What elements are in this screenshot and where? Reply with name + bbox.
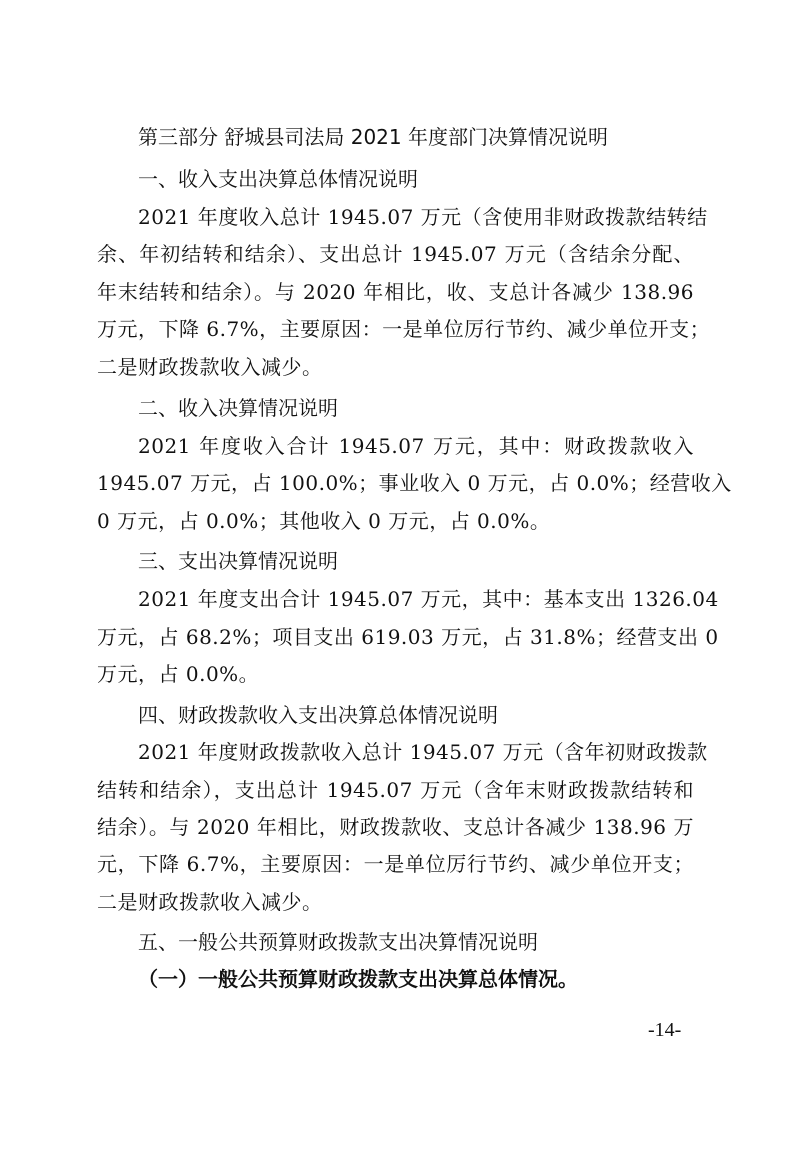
paragraph-line: 万元，下降 6.7%，主要原因：一是单位厉行节约、减少单位开支； [97, 317, 711, 341]
part-title: 第三部分 舒城县司法局 2021 年度部门决算情况说明 [138, 125, 608, 149]
section-heading-1: 一、收入支出决算总体情况说明 [138, 167, 418, 191]
page-number: -14- [648, 1019, 682, 1041]
section-heading-5: 五、一般公共预算财政拨款支出决算情况说明 [138, 930, 538, 954]
section-heading-4: 四、财政拨款收入支出决算总体情况说明 [138, 703, 498, 727]
paragraph-line: 2021 年度支出合计 1945.07 万元，其中：基本支出 1326.04 [138, 587, 719, 611]
paragraph-line: 余、年初结转和结余）、支出总计 1945.07 万元（含结余分配、 [97, 242, 694, 266]
paragraph-line: 万元，占 68.2%；项目支出 619.03 万元，占 31.8%；经营支出 0 [97, 625, 719, 649]
paragraph-line: 2021 年度收入总计 1945.07 万元（含使用非财政拨款结转结 [138, 205, 708, 229]
section-heading-3: 三、支出决算情况说明 [138, 549, 338, 573]
paragraph-line: 1945.07 万元，占 100.0%；事业收入 0 万元，占 0.0%；经营收入 [97, 471, 732, 495]
paragraph-line: 结余）。与 2020 年相比，财政拨款收、支总计各减少 138.96 万 [97, 815, 694, 839]
paragraph-line: 2021 年度收入合计 1945.07 万元，其中：财政拨款收入 [138, 434, 694, 458]
paragraph-line: 万元，占 0.0%。 [97, 662, 260, 686]
paragraph-line: 2021 年度财政拨款收入总计 1945.07 万元（含年初财政拨款 [138, 740, 708, 764]
paragraph-line: 年末结转和结余）。与 2020 年相比，收、支总计各减少 138.96 [97, 280, 694, 304]
subsection-heading: （一）一般公共预算财政拨款支出决算总体情况。 [138, 967, 578, 991]
paragraph-line: 0 万元，占 0.0%；其他收入 0 万元，占 0.0%。 [97, 509, 551, 533]
paragraph-line: 结转和结余），支出总计 1945.07 万元（含年末财政拨款结转和 [97, 778, 694, 802]
section-heading-2: 二、收入决算情况说明 [138, 396, 338, 420]
paragraph-line: 二是财政拨款收入减少。 [97, 890, 323, 914]
paragraph-line: 二是财政拨款收入减少。 [97, 355, 323, 379]
paragraph-line: 元，下降 6.7%，主要原因：一是单位厉行节约、减少单位开支； [97, 852, 694, 876]
